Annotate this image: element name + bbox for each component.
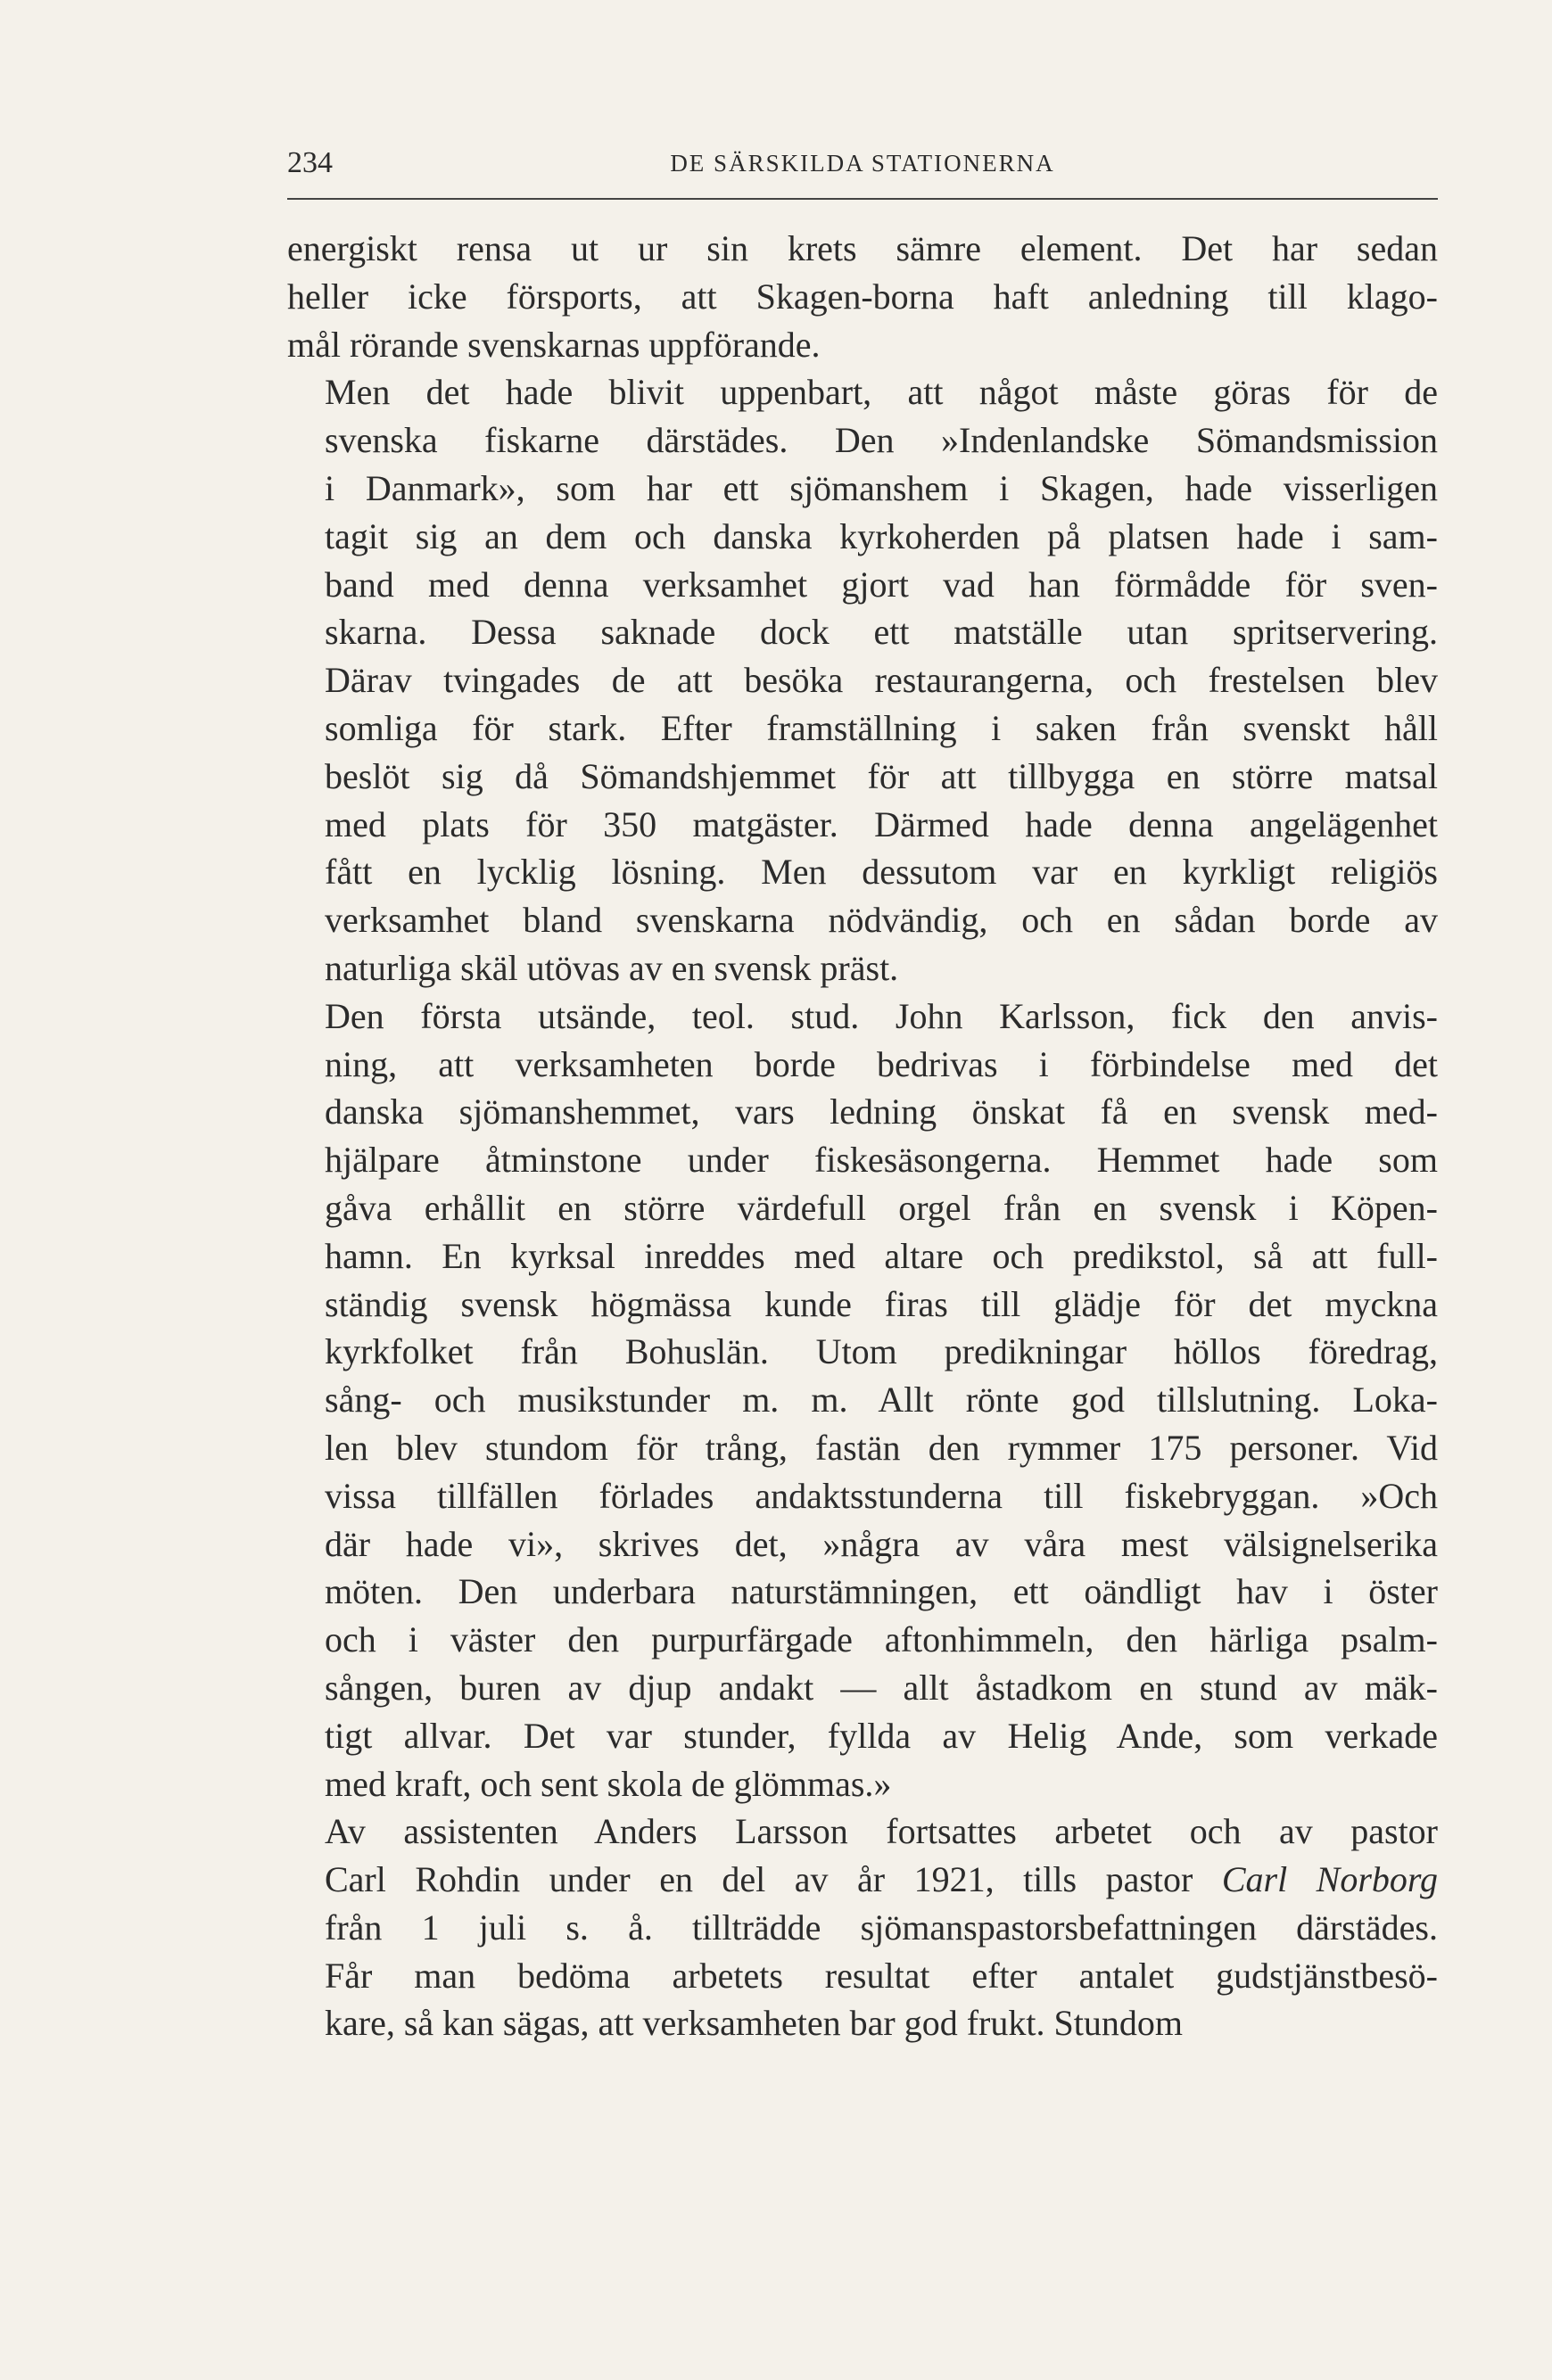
- text-line: gåva erhållit en större värdefull orgel från en svensk i Köpen-: [325, 1187, 1438, 1228]
- text-line: ning, att verksamheten borde bedrivas i förbindelse med det: [325, 1043, 1438, 1084]
- text-line: verksamhet bland svenskarna nödvändig, och en sådan borde av: [325, 900, 1438, 941]
- text-line: Därav tvingades de att besöka restaurangerna, och frestelsen blev: [325, 660, 1438, 701]
- text-line: Får man bedöma arbetets resultat efter antalet gudstjänstbesö-: [325, 1955, 1438, 1996]
- italic-name: Carl Norborg: [1221, 1859, 1439, 1900]
- text-line: hamn. En kyrksal inreddes med altare och predikstol, så att full-: [325, 1235, 1438, 1276]
- text-line: energiskt rensa ut ur sin krets sämre element. Det har sedan: [287, 228, 1438, 268]
- text-line: band med denna verksamhet gjort vad han förmådde för sven-: [325, 564, 1438, 605]
- text-line: heller icke försports, att Skagen-borna haft anledning till klago-: [287, 276, 1438, 317]
- text-line: med kraft, och sent skola de glömmas.»: [325, 1763, 892, 1804]
- text-line: Carl Rohdin under en del av år 1921, tills pastor Carl Norborg: [325, 1859, 1439, 1900]
- paragraph: [287, 1808, 1438, 2047]
- running-head: DE SÄRSKILDA STATIONERNA: [670, 150, 1055, 177]
- text-line: fått en lycklig lösning. Men dessutom var en kyrkligt religiös: [325, 852, 1438, 893]
- text-line: tigt allvar. Det var stunder, fyllda av Helig Ande, som verkade: [325, 1715, 1438, 1756]
- text-line: tagit sig an dem och danska kyrkoherden på platsen hade i sam-: [325, 515, 1438, 556]
- text-line: len blev stundom för trång, fastän den rymmer 175 personer. Vid: [325, 1427, 1438, 1468]
- paragraph: [287, 992, 1438, 1808]
- text-line: mål rörande svenskarnas uppförande.: [287, 324, 821, 365]
- text-line: ständig svensk högmässa kunde firas till glädje för det myckna: [325, 1283, 1438, 1324]
- body-text: [287, 225, 1438, 2047]
- text-line: Men det hade blivit uppenbart, att något måste göras för de: [325, 372, 1438, 413]
- text-line: skarna. Dessa saknade dock ett matställe utan spritservering.: [325, 612, 1438, 653]
- text-line: svenska fiskarne därstädes. Den »Indenlandske Sömandsmission: [325, 420, 1438, 461]
- text-line: där hade vi», skrives det, »några av våra mest välsignelserika: [325, 1523, 1438, 1564]
- page-header: [287, 143, 1438, 185]
- text-line: vissa tillfällen förlades andaktsstunderna till fiskebryggan. »Och: [325, 1475, 1438, 1516]
- text-line: i Danmark», som har ett sjömanshem i Skagen, hade visserligen: [325, 467, 1438, 508]
- text-line: Av assistenten Anders Larsson fortsattes arbetet och av pastor: [325, 1811, 1438, 1852]
- text-line: Den första utsände, teol. stud. John Karlsson, fick den anvis-: [325, 995, 1438, 1036]
- text-line: hjälpare åtminstone under fiskesäsongerna. Hemmet hade som: [325, 1140, 1438, 1181]
- paragraph: [287, 225, 1438, 368]
- text-line: kare, så kan sägas, att verksamheten bar god frukt. Stundom: [325, 2003, 1183, 2044]
- header-rule: [287, 198, 1438, 200]
- text-line: naturliga skäl utövas av en svensk präst.: [325, 947, 899, 988]
- text-line: från 1 juli s. å. tillträdde sjömanspastorsbefattningen därstädes.: [325, 1906, 1438, 1948]
- text-line: danska sjömanshemmet, vars ledning önskat få en svensk med-: [325, 1091, 1438, 1132]
- text-line: med plats för 350 matgäster. Därmed hade denna angelägenhet: [325, 803, 1438, 844]
- text-line: beslöt sig då Sömandshjemmet för att tillbygga en större matsal: [325, 755, 1438, 796]
- paragraph: [287, 368, 1438, 992]
- text-line: sång- och musikstunder m. m. Allt rönte god tillslutning. Loka-: [325, 1379, 1438, 1421]
- text-line: sången, buren av djup andakt — allt åstadkom en stund av mäk-: [325, 1667, 1438, 1708]
- text-line: kyrkfolket från Bohuslän. Utom predikningar höllos föredrag,: [325, 1331, 1438, 1372]
- page-number: 234: [287, 146, 333, 179]
- text-line: och i väster den purpurfärgade aftonhimmeln, den härliga psalm-: [325, 1619, 1438, 1660]
- text-line: möten. Den underbara naturstämningen, ett oändligt hav i öster: [325, 1571, 1438, 1612]
- text-line: somliga för stark. Efter framställning i saken från svenskt håll: [325, 707, 1438, 748]
